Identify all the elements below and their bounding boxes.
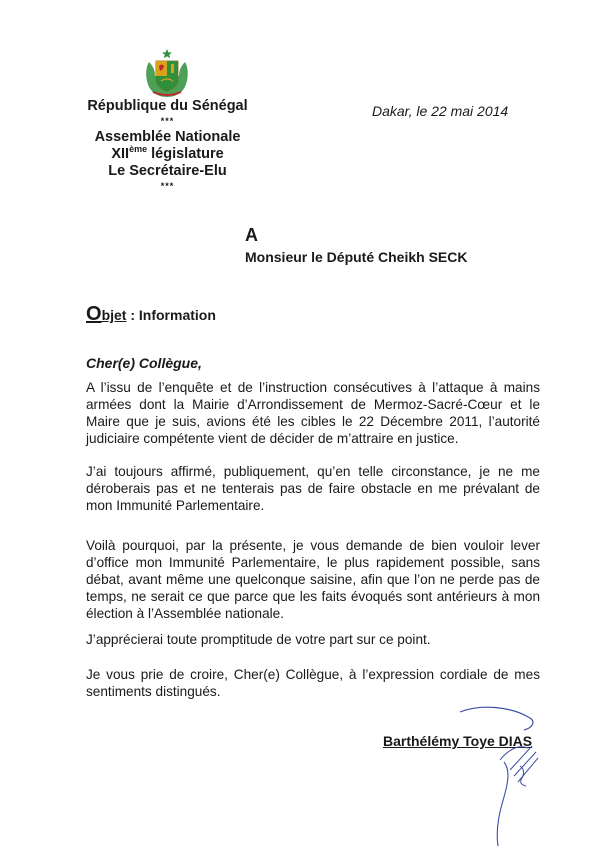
salutation: Cher(e) Collègue, <box>86 355 202 371</box>
letterhead-stars-top: *** <box>160 116 175 126</box>
senegal-coat-of-arms-icon <box>143 48 191 98</box>
letterhead-legislature <box>80 146 255 163</box>
letterhead-stars-bottom: *** <box>160 181 175 191</box>
subject-label-initial: O <box>86 303 102 325</box>
letterhead-institution: Assemblée Nationale <box>94 129 241 145</box>
paragraph-2: J’ai toujours affirmé, publiquement, qu’en telle circonstance, je ne me déroberais pas et ne tenterais pas de faire obstacle en me prévalant de mon Immunité Parlementaire. <box>86 464 540 513</box>
paragraph-5: Je vous prie de croire, Cher(e) Collègue, à l’expression cordiale de mes sentiments distingués. <box>86 667 540 699</box>
letterhead-role: Le Secrétaire-Elu <box>108 163 227 179</box>
subject-line <box>86 303 216 326</box>
subject-text: Information <box>138 307 216 323</box>
paragraph-3: Voilà pourquoi, par la présente, je vous demande de bien vouloir lever d’office mon Immunité Parlementaire, le plus rapidement possible, sans débat, avant même une quelconque saisine, afin que l’on ne perde pas de temps, ne serait ce que parce que les faits évoqués sont antérieurs à mon élection à l’Assemblée nationale. <box>86 538 540 621</box>
letter-date: Dakar, le 22 mai 2014 <box>372 103 509 119</box>
letterhead-country: République du Sénégal <box>87 98 248 114</box>
recipient-to: A <box>245 225 258 245</box>
legislature-number: XII <box>111 146 130 162</box>
recipient-name: Monsieur le Député Cheikh SECK <box>245 249 468 265</box>
handwritten-signature <box>440 700 550 848</box>
signatory-name: Barthélémy Toye DIAS <box>383 733 533 749</box>
subject-label-rest: bjet <box>101 307 127 323</box>
legislature-word: législature <box>147 146 224 162</box>
paragraph-1: A l’issu de l’enquête et de l’instruction consécutives à l’attaque à mains armées dont la Mairie d’Arrondissement de Mermoz-Sacré-Cœur et le Maire que je suis, avions été les cibles le 22 Décembre 2011, l’autorité judiciaire compétente vient de décider de m’attraire en justice. <box>86 380 540 446</box>
legislature-ordinal: ème <box>129 144 148 155</box>
paragraph-4: J’apprécierai toute promptitude de votre part sur ce point. <box>86 632 431 647</box>
letterhead <box>80 97 255 194</box>
subject-separator: : <box>126 307 139 323</box>
